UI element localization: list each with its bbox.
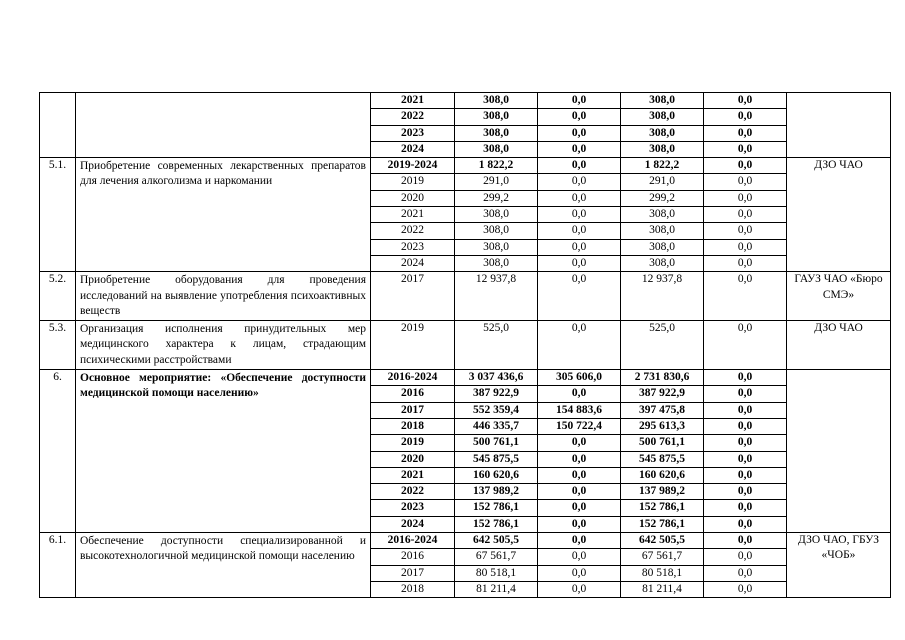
total-cell: 12 937,8 [455,272,538,321]
table-row [40,370,891,386]
total-cell: 291,0 [455,174,538,190]
regional-cell: 152 786,1 [621,516,704,532]
regional-cell: 12 937,8 [621,272,704,321]
total-cell: 81 211,4 [455,581,538,597]
other-cell: 0,0 [704,467,787,483]
total-cell: 80 518,1 [455,565,538,581]
other-cell: 0,0 [704,402,787,418]
federal-cell: 0,0 [538,158,621,174]
regional-cell: 80 518,1 [621,565,704,581]
regional-cell: 308,0 [621,93,704,109]
year-cell: 2017 [371,565,455,581]
item-number-cell: 6.1. [40,533,76,598]
year-cell: 2022 [371,223,455,239]
total-cell: 308,0 [455,255,538,271]
federal-cell: 0,0 [538,207,621,223]
federal-cell: 0,0 [538,321,621,370]
other-cell: 0,0 [704,321,787,370]
total-cell: 525,0 [455,321,538,370]
other-cell: 0,0 [704,272,787,321]
other-cell: 0,0 [704,174,787,190]
other-cell: 0,0 [704,435,787,451]
year-cell: 2024 [371,255,455,271]
other-cell: 0,0 [704,386,787,402]
federal-cell: 0,0 [538,549,621,565]
year-cell: 2017 [371,402,455,418]
regional-cell: 308,0 [621,255,704,271]
total-cell: 387 922,9 [455,386,538,402]
regional-cell: 545 875,5 [621,451,704,467]
total-cell: 308,0 [455,223,538,239]
regional-cell: 137 989,2 [621,484,704,500]
responsible-cell: ДЗО ЧАО, ГБУЗ «ЧОБ» [787,533,891,598]
other-cell: 0,0 [704,255,787,271]
regional-cell: 308,0 [621,141,704,157]
total-cell: 1 822,2 [455,158,538,174]
federal-cell: 0,0 [538,174,621,190]
year-cell: 2019 [371,174,455,190]
responsible-cell: ДЗО ЧАО [787,158,891,272]
total-cell: 152 786,1 [455,516,538,532]
other-cell: 0,0 [704,109,787,125]
regional-cell: 160 620,6 [621,467,704,483]
federal-cell: 0,0 [538,435,621,451]
federal-cell: 0,0 [538,484,621,500]
total-cell: 67 561,7 [455,549,538,565]
item-number-cell: 5.3. [40,321,76,370]
regional-cell: 397 475,8 [621,402,704,418]
year-cell: 2020 [371,190,455,206]
year-cell: 2019-2024 [371,158,455,174]
item-name-cell: Основное мероприятие: «Обеспечение доступности медицинской помощи населению» [76,370,371,533]
item-number-cell: 6. [40,370,76,533]
total-cell: 308,0 [455,239,538,255]
other-cell: 0,0 [704,500,787,516]
federal-cell: 0,0 [538,239,621,255]
year-cell: 2021 [371,467,455,483]
total-cell: 3 037 436,6 [455,370,538,386]
year-cell: 2020 [371,451,455,467]
total-cell: 160 620,6 [455,467,538,483]
other-cell: 0,0 [704,223,787,239]
federal-cell: 0,0 [538,516,621,532]
responsible-cell [787,370,891,533]
regional-cell: 308,0 [621,109,704,125]
regional-cell: 291,0 [621,174,704,190]
federal-cell: 0,0 [538,581,621,597]
year-cell: 2016-2024 [371,533,455,549]
budget-table [39,92,891,598]
year-cell: 2022 [371,109,455,125]
year-cell: 2021 [371,93,455,109]
federal-cell: 150 722,4 [538,418,621,434]
item-number-cell [40,93,76,158]
year-cell: 2016 [371,549,455,565]
other-cell: 0,0 [704,565,787,581]
federal-cell: 0,0 [538,141,621,157]
total-cell: 137 989,2 [455,484,538,500]
other-cell: 0,0 [704,516,787,532]
responsible-cell [787,93,891,158]
regional-cell: 2 731 830,6 [621,370,704,386]
regional-cell: 387 922,9 [621,386,704,402]
federal-cell: 0,0 [538,565,621,581]
total-cell: 642 505,5 [455,533,538,549]
total-cell: 500 761,1 [455,435,538,451]
federal-cell: 0,0 [538,272,621,321]
total-cell: 308,0 [455,93,538,109]
year-cell: 2024 [371,516,455,532]
table-row [40,321,891,370]
year-cell: 2017 [371,272,455,321]
year-cell: 2018 [371,418,455,434]
federal-cell: 0,0 [538,255,621,271]
other-cell: 0,0 [704,451,787,467]
total-cell: 308,0 [455,207,538,223]
federal-cell: 0,0 [538,451,621,467]
table-row [40,533,891,549]
year-cell: 2022 [371,484,455,500]
regional-cell: 1 822,2 [621,158,704,174]
federal-cell: 0,0 [538,190,621,206]
item-name-cell: Обеспечение доступности специализированной и высокотехнологичной медицинской помощи населению [76,533,371,598]
year-cell: 2023 [371,125,455,141]
total-cell: 152 786,1 [455,500,538,516]
federal-cell: 0,0 [538,467,621,483]
other-cell: 0,0 [704,93,787,109]
other-cell: 0,0 [704,207,787,223]
regional-cell: 67 561,7 [621,549,704,565]
total-cell: 299,2 [455,190,538,206]
other-cell: 0,0 [704,125,787,141]
federal-cell: 0,0 [538,386,621,402]
responsible-cell: ДЗО ЧАО [787,321,891,370]
year-cell: 2016-2024 [371,370,455,386]
regional-cell: 642 505,5 [621,533,704,549]
federal-cell: 0,0 [538,223,621,239]
regional-cell: 308,0 [621,239,704,255]
regional-cell: 295 613,3 [621,418,704,434]
total-cell: 308,0 [455,141,538,157]
other-cell: 0,0 [704,418,787,434]
other-cell: 0,0 [704,239,787,255]
regional-cell: 152 786,1 [621,500,704,516]
federal-cell: 154 883,6 [538,402,621,418]
item-name-cell [76,93,371,158]
year-cell: 2024 [371,141,455,157]
year-cell: 2023 [371,500,455,516]
total-cell: 446 335,7 [455,418,538,434]
regional-cell: 500 761,1 [621,435,704,451]
federal-cell: 305 606,0 [538,370,621,386]
other-cell: 0,0 [704,158,787,174]
table-row [40,93,891,109]
regional-cell: 308,0 [621,207,704,223]
regional-cell: 525,0 [621,321,704,370]
item-name-cell: Организация исполнения принудительных мер медицинского характера к лицам, страдающим психическими расстройствами [76,321,371,370]
item-name-cell: Приобретение современных лекарственных препаратов для лечения алкоголизма и наркомании [76,158,371,272]
regional-cell: 299,2 [621,190,704,206]
regional-cell: 308,0 [621,125,704,141]
item-number-cell: 5.2. [40,272,76,321]
other-cell: 0,0 [704,141,787,157]
year-cell: 2021 [371,207,455,223]
table-row [40,272,891,321]
other-cell: 0,0 [704,484,787,500]
total-cell: 552 359,4 [455,402,538,418]
other-cell: 0,0 [704,190,787,206]
item-name-cell: Приобретение оборудования для проведения исследований на выявление употребления психоактивных веществ [76,272,371,321]
year-cell: 2019 [371,435,455,451]
responsible-cell: ГАУЗ ЧАО «Бюро СМЭ» [787,272,891,321]
other-cell: 0,0 [704,581,787,597]
table-row [40,158,891,174]
total-cell: 545 875,5 [455,451,538,467]
table-body [40,93,891,598]
item-number-cell: 5.1. [40,158,76,272]
regional-cell: 81 211,4 [621,581,704,597]
other-cell: 0,0 [704,533,787,549]
total-cell: 308,0 [455,109,538,125]
year-cell: 2018 [371,581,455,597]
regional-cell: 308,0 [621,223,704,239]
other-cell: 0,0 [704,370,787,386]
year-cell: 2016 [371,386,455,402]
year-cell: 2023 [371,239,455,255]
federal-cell: 0,0 [538,93,621,109]
year-cell: 2019 [371,321,455,370]
federal-cell: 0,0 [538,125,621,141]
total-cell: 308,0 [455,125,538,141]
federal-cell: 0,0 [538,109,621,125]
federal-cell: 0,0 [538,533,621,549]
other-cell: 0,0 [704,549,787,565]
federal-cell: 0,0 [538,500,621,516]
